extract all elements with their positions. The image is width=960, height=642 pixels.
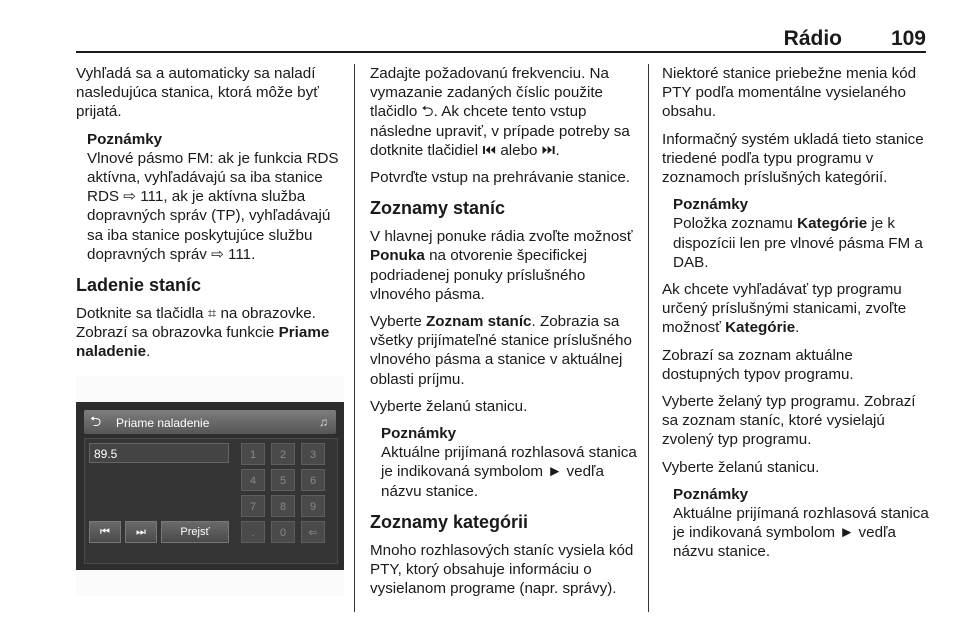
page-number: 109 bbox=[890, 27, 926, 50]
music-icon: ♫ bbox=[319, 414, 328, 429]
paragraph-text: . Zobrazia sa všetky prijímateľné stanice príslušného vlnového pásma a stanice v aktuálnej oblasti príjmu. bbox=[370, 313, 632, 388]
paragraph bbox=[370, 312, 642, 389]
paragraph: Vyberte želaný typ programu. Zobrazí sa zoznam staníc, ktoré vysielajú zvolený typ programu. bbox=[662, 393, 916, 449]
note-box bbox=[76, 130, 344, 264]
screen-title: Priame naladenie bbox=[116, 415, 210, 430]
paragraph: Vyberte želanú stanicu. bbox=[370, 397, 528, 415]
note-text: Aktuálne prijímaná rozhlasová stanica je indikovaná symbolom ► vedľa názvu stanice. bbox=[673, 505, 929, 561]
radio-screenshot bbox=[76, 376, 344, 596]
paragraph-text: Dotknite sa tlačidla ⌗ na obrazovke. Zobrazí sa obrazovka funkcie bbox=[76, 305, 316, 342]
key-dot[interactable]: . bbox=[241, 521, 265, 543]
paragraph: Niektoré stanice priebežne menia kód PTY podľa momentálne vysielaného obsahu. bbox=[662, 65, 917, 121]
key-0[interactable]: 0 bbox=[271, 521, 295, 543]
key-5[interactable]: 5 bbox=[271, 469, 295, 491]
go-button[interactable]: Prejsť bbox=[161, 521, 229, 543]
note-text: Položka zoznamu bbox=[673, 215, 798, 233]
bold-term: Ponuka bbox=[370, 247, 425, 265]
bold-term: Kategórie bbox=[725, 319, 796, 337]
key-6[interactable]: 6 bbox=[301, 469, 325, 491]
note-box bbox=[662, 195, 930, 272]
frequency-input[interactable]: 89.5 bbox=[89, 443, 229, 463]
screen-title-bar bbox=[84, 410, 336, 434]
screen-body bbox=[84, 438, 338, 564]
note-text: je k dispozícii len pre vlnové pásma FM a DAB. bbox=[673, 215, 923, 271]
paragraph-text: Vyberte bbox=[370, 313, 426, 331]
key-4[interactable]: 4 bbox=[241, 469, 265, 491]
paragraph-text: na otvorenie špecifickej podriadenej ponuky príslušného vlnového pásma. bbox=[370, 247, 587, 303]
backspace-key[interactable]: ⇐ bbox=[301, 521, 325, 543]
page-header bbox=[0, 0, 960, 56]
paragraph: Vyhľadá sa a automaticky sa naladí nasledujúca stanica, ktorá môže byť prijatá. bbox=[76, 65, 319, 121]
note-box bbox=[662, 485, 930, 562]
note-title: Poznámky bbox=[673, 196, 749, 214]
note-title: Poznámky bbox=[381, 425, 457, 443]
bold-term: Kategórie bbox=[797, 215, 868, 233]
note-box bbox=[370, 424, 642, 501]
column-left bbox=[76, 64, 344, 596]
column-right bbox=[662, 64, 930, 570]
section-heading: Ladenie staníc bbox=[76, 275, 202, 296]
back-icon[interactable]: ⮌ bbox=[90, 412, 102, 429]
seek-forward-button[interactable]: ⏭ bbox=[125, 521, 157, 543]
paragraph: Vyberte želanú stanicu. bbox=[662, 458, 820, 476]
section-heading: Zoznamy kategórii bbox=[370, 511, 529, 532]
paragraph: Mnoho rozhlasových staníc vysiela kód PTY, ktorý obsahuje informáciu o vysielanom programe (napr. správy). bbox=[370, 541, 634, 598]
key-9[interactable]: 9 bbox=[301, 495, 325, 517]
note-title: Poznámky bbox=[673, 485, 749, 503]
key-3[interactable]: 3 bbox=[301, 443, 325, 465]
note-title: Poznámky bbox=[87, 130, 163, 148]
radio-screen bbox=[76, 402, 344, 570]
paragraph-text: V hlavnej ponuke rádia zvoľte možnosť bbox=[370, 228, 633, 246]
key-7[interactable]: 7 bbox=[241, 495, 265, 517]
section-title: Rádio bbox=[783, 27, 842, 50]
paragraph bbox=[370, 227, 642, 304]
header-rule bbox=[76, 51, 926, 53]
key-8[interactable]: 8 bbox=[271, 495, 295, 517]
section-heading: Zoznamy staníc bbox=[370, 198, 506, 219]
key-1[interactable]: 1 bbox=[241, 443, 265, 465]
note-text: Vlnové pásmo FM: ak je funkcia RDS aktívna, vyhľadávajú sa iba stanice RDS ⇨ 111, ak je aktívna služba dopravných správ (TP), vyhľadávajú sa iba stanice poskytujúce službu dopravných správ ⇨ 111. bbox=[87, 149, 339, 263]
paragraph: Informačný systém ukladá tieto stanice triedené podľa typu programu v zoznamoch príslušných kategórií. bbox=[662, 130, 924, 187]
paragraph: Potvrďte vstup na prehrávanie stanice. bbox=[370, 169, 631, 187]
paragraph-text: . bbox=[146, 343, 151, 361]
bold-term: Zoznam staníc bbox=[426, 313, 532, 331]
key-2[interactable]: 2 bbox=[271, 443, 295, 465]
paragraph bbox=[76, 304, 344, 362]
paragraph: Zadajte požadovanú frekvenciu. Na vymazanie zadaných číslic použite tlačidlo ⮌. Ak chcete tento vstup následne upraviť, v prípade potreby sa dotknite tlačidiel ⏮ alebo ⏭. bbox=[370, 65, 630, 159]
bold-term: Priame naladenie bbox=[76, 324, 330, 361]
paragraph: Zobrazí sa zoznam aktuálne dostupných typov programu. bbox=[662, 346, 854, 383]
paragraph bbox=[662, 280, 930, 338]
column-middle bbox=[370, 64, 642, 606]
paragraph-text: Ak chcete vyhľadávať typ programu určený príslušnými stanicami, zvoľte možnosť bbox=[662, 281, 907, 337]
column-divider bbox=[648, 64, 649, 612]
paragraph-text: . bbox=[795, 319, 800, 337]
note-text: Aktuálne prijímaná rozhlasová stanica je indikovaná symbolom ► vedľa názvu stanice. bbox=[381, 444, 637, 500]
column-divider bbox=[354, 64, 355, 612]
seek-back-button[interactable]: ⏮ bbox=[89, 521, 121, 543]
